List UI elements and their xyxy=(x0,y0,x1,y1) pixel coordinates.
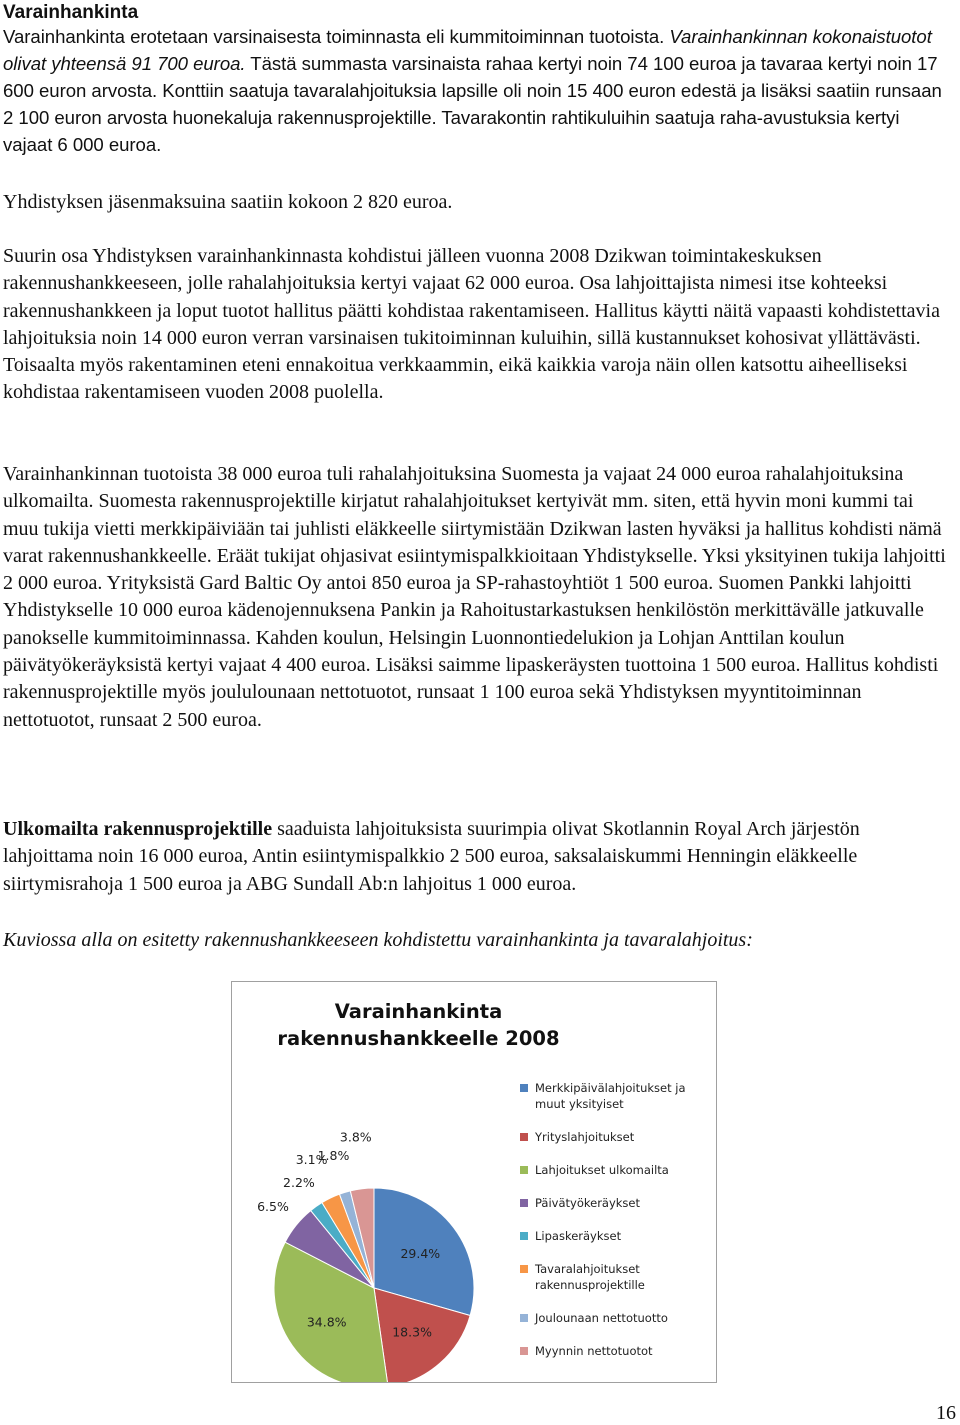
paragraph-building-project: Suurin osa Yhdistyksen varainhankinnasta kohdistui jälleen vuonna 2008 Dzikwan toimintakeskuksen rakennushankkeeseen, jolle rahalahjoituksia kertyi vajaat 62 000 euroa. Osa lahjoittajista nimesi itse kohteeksi rakennushankkeen ja loput tuotot hallitus päätti kohdistaa rakentamiseen. Hallitus käytti näitä vapaasti kohdistettavia lahjoituksia noin 14 000 euron verran varsinaisen tukitoiminnan kuluihin, sillä kustannukset kohosivat yllättävästi. Toisaalta myös rakentaminen eteni ennakoitua verkkaammin, eikä kaikkia varoja näin ollen katsottu aiheelliseksi kohdistaa rakentamiseen vuoden 2008 puolella. xyxy=(3,245,940,404)
pie-label-paivatyokeraykset: 6.5% xyxy=(257,1199,289,1215)
legend-swatch-lipaskeraykset xyxy=(520,1232,528,1240)
legend-swatch-tavaralahjoitukset-rakennusprojektille xyxy=(520,1265,528,1273)
pie-label-tavaralahjoitukset-rakennusprojektille: 3.1% xyxy=(295,1151,328,1167)
legend-swatch-joulounaan-nettotuotto xyxy=(520,1314,528,1322)
pie-label-myynnin-nettotuotot: 3.8% xyxy=(339,1129,372,1145)
legend-swatch-lahjoitukset-ulkomailta xyxy=(520,1166,528,1174)
pie-label-merkkipaivalahjoitukset-ja-muut-yksityiset: 29.4% xyxy=(400,1246,441,1262)
legend-label-yrityslahjoitukset: Yrityslahjoitukset xyxy=(535,1130,635,1144)
paragraph-membership-fees: Yhdistyksen jäsenmaksuina saatiin kokoon 2 820 euroa. xyxy=(3,191,453,213)
pie-chart-figure xyxy=(231,981,717,1383)
pie-label-lipaskeraykset: 2.2% xyxy=(283,1174,315,1190)
pie-label-yrityslahjoitukset: 18.3% xyxy=(392,1324,432,1340)
legend-label-tavaralahjoitukset-rakennusprojektille-line-2: rakennusprojektille xyxy=(535,1278,645,1292)
paragraph-foreign-donations xyxy=(3,816,948,898)
chart-title-line-1: Varainhankinta xyxy=(334,1000,503,1023)
legend-label-lahjoitukset-ulkomailta: Lahjoitukset ulkomailta xyxy=(535,1163,669,1177)
intro-sentence-rest: Tästä summasta varsinaista rahaa kertyi noin 74 100 euroa ja tavaraa kertyi noin 17 600 euron arvosta. Konttiin saatuja tavaralahjoituksia lapsille oli noin 15 400 euron edestä ja lisäksi saatiin runsaan 2 100 euron arvosta huonekaluja rakennusprojektille. Tavarakontin rahtikuluihin saatuja raha-avustuksia kertyi vajaat 6 000 euroa. xyxy=(3,53,942,156)
foreign-donations-lead: Ulkomailta rakennusprojektille xyxy=(3,818,273,840)
legend-label-paivatyokeraykset: Päivätyökeräykset xyxy=(535,1196,641,1210)
legend-label-merkkipaivalahjoitukset-ja-muut-yksityiset: Merkkipäivälahjoitukset ja xyxy=(535,1081,686,1095)
page-number: 16 xyxy=(936,1402,956,1424)
intro-total-sentence: Varainhankinnan kokonaistuotot olivat yhteensä 91 700 euroa. xyxy=(3,26,932,75)
intro-sentence-1: Varainhankinta erotetaan varsinaisesta toiminnasta eli kummitoiminnan tuotoista. xyxy=(3,26,670,47)
legend-label-merkkipaivalahjoitukset-ja-muut-yksityiset-line-2: muut yksityiset xyxy=(535,1097,624,1111)
legend-swatch-yrityslahjoitukset xyxy=(520,1133,528,1141)
legend-swatch-paivatyokeraykset xyxy=(520,1199,528,1207)
legend-swatch-merkkipaivalahjoitukset-ja-muut-yksityiset xyxy=(520,1084,528,1092)
legend-label-myynnin-nettotuotot: Myynnin nettotuotot xyxy=(535,1344,653,1358)
figure-caption: Kuviossa alla on esitetty rakennushankkeeseen kohdistettu varainhankinta ja tavaralahjoitus: xyxy=(3,929,753,951)
section-heading: Varainhankinta xyxy=(3,2,139,23)
paragraph-donation-sources: Varainhankinnan tuotoista 38 000 euroa tuli rahalahjoituksina Suomesta ja vajaat 24 000 euroa rahalahjoituksina ulkomailta. Suomesta rakennusprojektille kirjatut rahalahjoitukset kertyivät mm. siten, että hyvin moni kummi tai muu tukija vietti merkkipäiviään tai juhlisti eläkkeelle siirtymistään Dzikwan lasten hyväksi ja hallitus kohdisti nämä varat rakennushankkeelle. Eräät tukijat ohjasivat esiintymispalkkioitaan Yhdistykselle. Yksi yksityinen tukija lahjoitti 2 000 euroa. Yrityksistä Gard Baltic Oy antoi 850 euroa ja SP-rahastoyhtiöt 1 500 euroa. Suomen Pankki lahjoitti Yhdistykselle 10 000 euroa kädenojennuksena Pankin ja Rahoitustarkastuksen henkilöstön merkittävälle jatkuvalle panokselle kummitoiminnassa. Kahden koulun, Helsingin Luonnontiedelukion ja Lohjan Anttilan koulun päivätyökeräyksistä kertyi vajaat 4 400 euroa. Lisäksi saimme lipaskeräysten tuottoina 1 500 euroa. Hallitus kohdisti rakennusprojektille myös joululounaan nettotuotot, runsaat 1 100 euroa sekä Yhdistyksen myyntitoiminnan nettotuotot, runsaat 2 500 euroa. xyxy=(3,463,946,731)
paragraph-intro xyxy=(3,23,948,158)
foreign-donations-text: saaduista lahjoituksista suurimpia olivat Skotlannin Royal Arch järjestön lahjoittama noin 16 000 euroa, Antin esiintymispalkkio 2 500 euroa, saksalaiskummi Henningin eläkkeelle siirtymisrahoja 1 500 euroa ja ABG Sundall Ab:n lahjoitus 1 000 euroa. xyxy=(3,818,860,895)
legend-label-tavaralahjoitukset-rakennusprojektille: Tavaralahjoitukset xyxy=(535,1262,640,1276)
legend-swatch-myynnin-nettotuotot xyxy=(520,1347,528,1355)
pie-label-joulounaan-nettotuotto: 1.8% xyxy=(317,1148,350,1163)
legend-label-lipaskeraykset: Lipaskeräykset xyxy=(535,1229,622,1243)
pie-label-lahjoitukset-ulkomailta: 34.8% xyxy=(306,1314,347,1330)
chart-title-line-2: rakennushankkeelle 2008 xyxy=(277,1027,560,1050)
legend-label-joulounaan-nettotuotto: Joulounaan nettotuotto xyxy=(535,1311,668,1325)
pie-chart xyxy=(232,982,716,1382)
